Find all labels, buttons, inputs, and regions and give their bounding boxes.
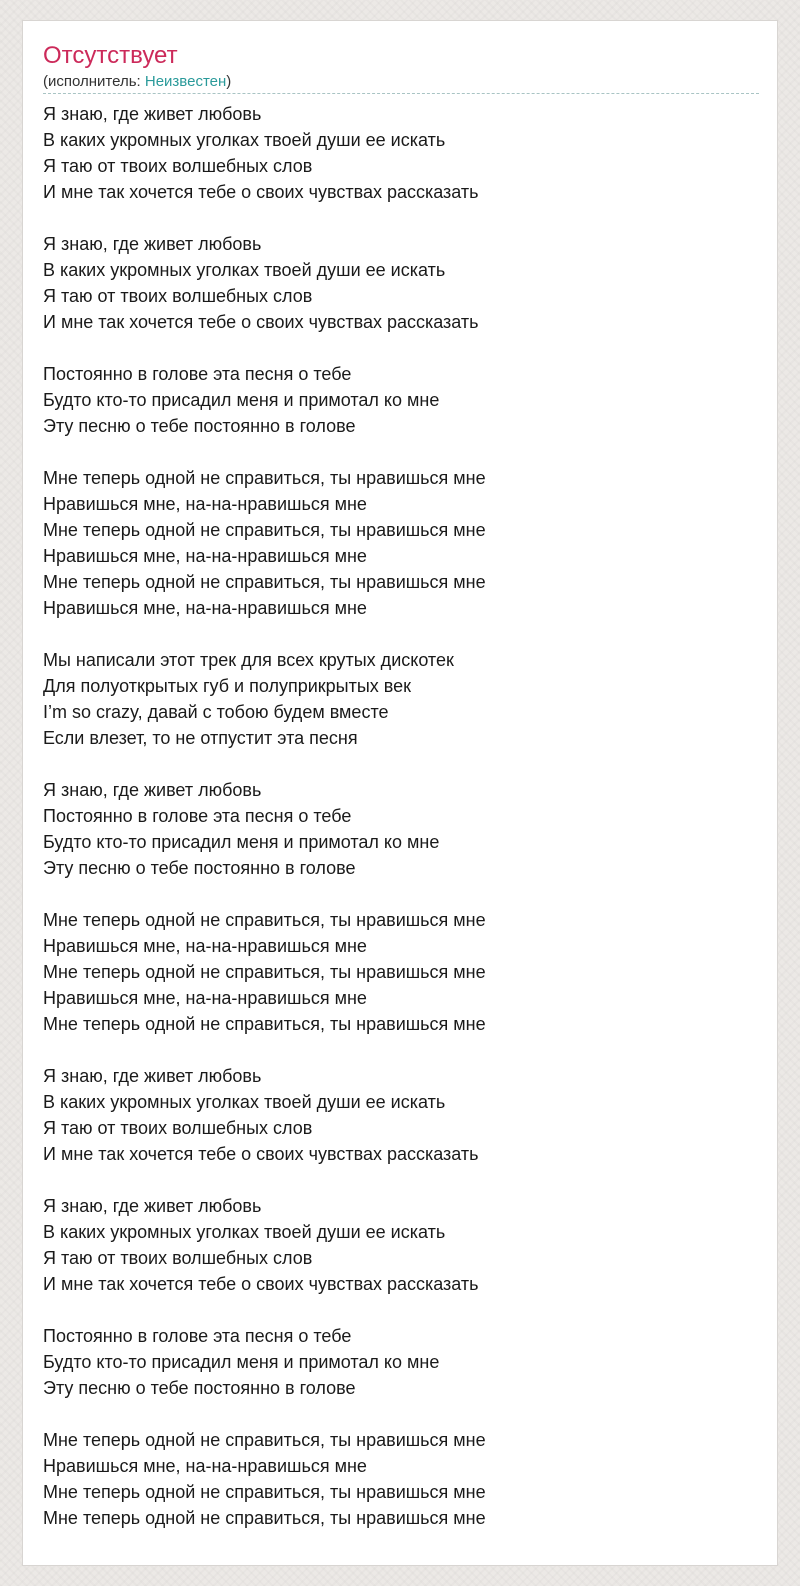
lyric-line: Постоянно в голове эта песня о тебе [43,1326,352,1346]
lyric-line: Для полуоткрытых губ и полуприкрытых век [43,676,412,696]
stanza-break [43,1401,759,1427]
lyric-line: Если влезет, то не отпустит эта песня [43,728,358,748]
lyric-line: Мне теперь одной не справиться, ты нравишься мне [43,468,486,488]
lyric-line: Я знаю, где живет любовь [43,234,262,254]
lyric-line: Я таю от твоих волшебных слов [43,286,313,306]
lyric-line: Постоянно в голове эта песня о тебе [43,806,352,826]
stanza-break [43,335,759,361]
artist-prefix: (исполнитель: [43,73,145,90]
stanza-break [43,881,759,907]
lyric-line: Нравишься мне, на-на-нравишься мне [43,546,367,566]
lyric-line: И мне так хочется тебе о своих чувствах рассказать [43,312,479,332]
lyric-line: Мне теперь одной не справиться, ты нравишься мне [43,1430,486,1450]
stanza-break [43,751,759,777]
lyric-line: Эту песню о тебе постоянно в голове [43,1378,356,1398]
lyrics-card [22,20,778,1566]
lyric-line: Эту песню о тебе постоянно в голове [43,858,356,878]
lyric-line: Мне теперь одной не справиться, ты нравишься мне [43,1508,486,1528]
lyric-line: И мне так хочется тебе о своих чувствах рассказать [43,1274,479,1294]
stanza-break [43,205,759,231]
stanza-break [43,1037,759,1063]
lyric-line: Нравишься мне, на-на-нравишься мне [43,988,367,1008]
song-title: Отсутствует [43,42,178,69]
lyric-line: I’m so crazy, давай с тобою будем вместе [43,702,389,722]
lyric-line: Мне теперь одной не справиться, ты нравишься мне [43,962,486,982]
lyric-line: В каких укромных уголках твоей души ее искать [43,1092,446,1112]
lyric-line: В каких укромных уголках твоей души ее искать [43,260,446,280]
lyric-line: Я знаю, где живет любовь [43,1066,262,1086]
lyric-line: В каких укромных уголках твоей души ее искать [43,1222,446,1242]
lyric-line: И мне так хочется тебе о своих чувствах рассказать [43,1144,479,1164]
lyric-line: И мне так хочется тебе о своих чувствах рассказать [43,182,479,202]
lyric-line: Будто кто-то присадил меня и примотал ко мне [43,390,440,410]
lyric-line: Нравишься мне, на-на-нравишься мне [43,598,367,618]
lyric-line: Нравишься мне, на-на-нравишься мне [43,494,367,514]
lyric-line: Мне теперь одной не справиться, ты нравишься мне [43,1482,486,1502]
lyric-line: Будто кто-то присадил меня и примотал ко мне [43,1352,440,1372]
lyric-line: Я таю от твоих волшебных слов [43,156,313,176]
lyric-line: Мы написали этот трек для всех крутых дискотек [43,650,454,670]
lyric-line: Я знаю, где живет любовь [43,104,262,124]
lyric-line: Мне теперь одной не справиться, ты нравишься мне [43,572,486,592]
artist-line [43,73,231,91]
lyric-line: В каких укромных уголках твоей души ее искать [43,130,446,150]
stanza-break [43,1167,759,1193]
stanza-break [43,1297,759,1323]
lyric-line: Я таю от твоих волшебных слов [43,1118,313,1138]
artist-suffix: ) [226,73,232,90]
lyric-line: Мне теперь одной не справиться, ты нравишься мне [43,520,486,540]
stanza-break [43,621,759,647]
title-divider [43,93,759,94]
lyric-line: Мне теперь одной не справиться, ты нравишься мне [43,910,486,930]
lyric-line: Мне теперь одной не справиться, ты нравишься мне [43,1014,486,1034]
lyric-line: Нравишься мне, на-на-нравишься мне [43,936,367,956]
stanza-break [43,439,759,465]
lyric-line: Эту песню о тебе постоянно в голове [43,416,356,436]
lyric-line: Я таю от твоих волшебных слов [43,1248,313,1268]
lyric-line: Нравишься мне, на-на-нравишься мне [43,1456,367,1476]
lyric-line: Постоянно в голове эта песня о тебе [43,364,352,384]
lyric-line: Я знаю, где живет любовь [43,780,262,800]
lyric-line: Я знаю, где живет любовь [43,1196,262,1216]
lyrics-text [43,101,759,1531]
lyric-line: Будто кто-то присадил меня и примотал ко мне [43,832,440,852]
artist-link[interactable]: Неизвестен [144,73,227,90]
